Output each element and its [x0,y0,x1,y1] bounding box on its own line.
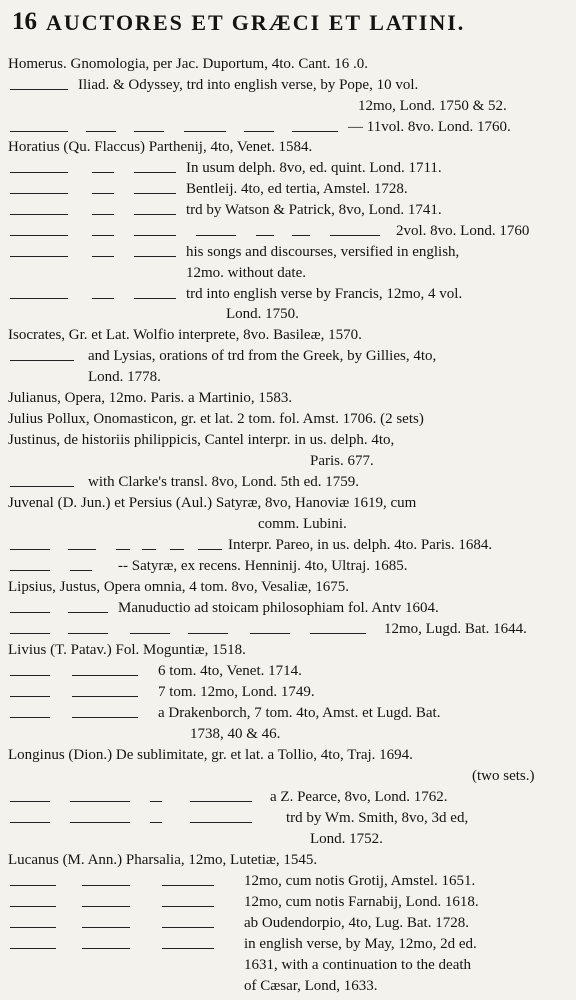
page-header [12,4,568,34]
ditto-rule [162,927,214,928]
entry-line: 2vol. 8vo. Lond. 1760 [396,223,530,239]
ditto-rule [244,131,274,132]
ditto-rule [70,801,130,802]
ditto-rule [134,214,176,215]
ditto-rule [10,131,68,132]
entry-line: Lond. 1752. [310,831,383,847]
ditto-rule [10,906,56,907]
entry-lucanus-line: Lucanus (M. Ann.) Pharsalia, 12mo, Lutetiæ, 1545. [8,852,318,868]
entry-line: Paris. 677. [310,453,374,469]
ditto-rule [310,633,366,634]
ditto-rule [92,256,114,257]
entry-line: 12mo, cum notis Grotij, Amstel. 1651. [244,873,476,889]
ditto-rule [70,570,92,571]
entry-line: his songs and discourses, versified in english, [186,244,460,260]
ditto-rule [72,675,138,676]
entry-line: comm. Lubini. [258,516,347,532]
ditto-rule [196,235,236,236]
ditto-rule [72,717,138,718]
ditto-rule [134,235,176,236]
ditto-rule [162,906,214,907]
entry-line: 12mo, Lugd. Bat. 1644. [384,621,527,637]
entry-line: 12mo, cum notis Farnabij, Lond. 1618. [244,894,479,910]
entry-line: trd by Watson & Patrick, 8vo, Lond. 1741. [186,202,442,218]
entry-line: in english verse, by May, 12mo, 2d ed. [244,936,477,952]
ditto-rule [72,696,138,697]
ditto-rule [10,717,50,718]
ditto-rule [92,172,114,173]
ditto-rule [330,235,380,236]
entry-line: 7 tom. 12mo, Lond. 1749. [158,684,315,700]
ditto-rule [162,948,214,949]
entry-juvenal-line: Juvenal (D. Jun.) et Persius (Aul.) Satyræ, 8vo, Hanoviæ 1619, cum [8,495,417,511]
ditto-rule [150,822,162,823]
entry-line: a Z. Pearce, 8vo, Lond. 1762. [270,789,448,805]
ditto-rule [170,549,184,550]
ditto-rule [130,633,170,634]
ditto-rule [10,549,50,550]
ditto-rule [92,193,114,194]
page-number: 16 [12,8,37,35]
ditto-rule [184,131,226,132]
ditto-rule [10,256,68,257]
entry-homerus-line: Homerus. Gnomologia, per Jac. Duportum, 4to. Cant. 16 .0. [8,56,368,72]
entry-line: trd into english verse by Francis, 12mo, 4 vol. [186,286,463,302]
ditto-rule [10,172,68,173]
ditto-rule [92,298,114,299]
ditto-rule [10,696,50,697]
entry-line: Interpr. Pareo, in us. delph. 4to. Paris. 1684. [228,537,493,553]
entry-line: — 11vol. 8vo. Lond. 1760. [348,119,511,135]
ditto-rule [134,131,164,132]
ditto-rule [162,885,214,886]
ditto-rule [292,131,338,132]
ditto-rule [256,235,274,236]
entry-line: trd by Wm. Smith, 8vo, 3d ed, [286,810,469,826]
ditto-rule [10,927,56,928]
ditto-rule [10,360,74,361]
ditto-rule [82,927,130,928]
entry-line: Bentleij. 4to, ed tertia, Amstel. 1728. [186,181,408,197]
entry-line: 1738, 40 & 46. [190,726,281,742]
entry-line: 12mo, Lond. 1750 & 52. [358,98,507,114]
entry-line: (two sets.) [472,768,535,784]
ditto-rule [10,948,56,949]
ditto-rule [68,549,96,550]
ditto-rule [70,822,130,823]
ditto-rule [68,633,108,634]
ditto-rule [198,549,222,550]
ditto-rule [10,235,68,236]
entry-justinus-line: Justinus, de historiis philippicis, Cantel interpr. in us. delph. 4to, [8,432,395,448]
ditto-rule [92,235,114,236]
entry-line: of Cæsar, Lond, 1633. [244,978,378,994]
entry-isocrates-line: Isocrates, Gr. et Lat. Wolfio interprete, 8vo. Basileæ, 1570. [8,327,362,343]
ditto-rule [10,612,50,613]
ditto-rule [134,172,176,173]
ditto-rule [10,801,50,802]
entry-line: 1631, with a continuation to the death [244,957,472,973]
ditto-rule [10,822,50,823]
ditto-rule [86,131,116,132]
ditto-rule [190,822,252,823]
ditto-rule [134,193,176,194]
ditto-rule [82,906,130,907]
ditto-rule [142,549,156,550]
entry-julius-pollux-line: Julius Pollux, Onomasticon, gr. et lat. 2 tom. fol. Amst. 1706. (2 sets) [8,411,424,427]
ditto-rule [250,633,290,634]
ditto-rule [10,214,68,215]
entry-line: a Drakenborch, 7 tom. 4to, Amst. et Lugd. Bat. [158,705,441,721]
entry-line: and Lysias, orations of trd from the Greek, by Gillies, 4to, [88,348,437,364]
entry-julianus-line: Julianus, Opera, 12mo. Paris. a Martinio, 1583. [8,390,293,406]
entry-line: with Clarke's transl. 8vo, Lond. 5th ed. 1759. [88,474,360,490]
ditto-rule [82,948,130,949]
entry-line: Manuductio ad stoicam philosophiam fol. Antv 1604. [118,600,439,616]
ditto-rule [82,885,130,886]
entry-line: Lond. 1778. [88,369,161,385]
ditto-rule [292,235,310,236]
entry-line: 12mo. without date. [186,265,306,281]
ditto-rule [116,549,130,550]
entry-horatius-line: Horatius (Qu. Flaccus) Parthenij, 4to, Venet. 1584. [8,139,313,155]
entry-longinus-line: Longinus (Dion.) De sublimitate, gr. et lat. a Tollio, 4to, Traj. 1694. [8,747,413,763]
ditto-rule [188,633,228,634]
entry-line: Lond. 1750. [226,306,299,322]
ditto-rule [134,298,176,299]
ditto-rule [10,486,74,487]
ditto-rule [68,612,108,613]
entry-livius-line: Livius (T. Patav.) Fol. Moguntiæ, 1518. [8,642,246,658]
entry-line: 6 tom. 4to, Venet. 1714. [158,663,302,679]
ditto-rule [10,298,68,299]
ditto-rule [190,801,252,802]
ditto-rule [134,256,176,257]
entry-line: -- Satyræ, ex recens. Henninij. 4to, Ultraj. 1685. [118,558,408,574]
ditto-rule [10,885,56,886]
entry-line: ab Oudendorpio, 4to, Lug. Bat. 1728. [244,915,469,931]
entry-lipsius-line: Lipsius, Justus, Opera omnia, 4 tom. 8vo, Vesaliæ, 1675. [8,579,349,595]
ditto-rule [10,193,68,194]
ditto-rule [10,89,68,90]
page-title: AUCTORES ET GRÆCI ET LATINI. [46,10,466,35]
ditto-rule [10,633,50,634]
ditto-rule [92,214,114,215]
entry-line: Iliad. & Odyssey, trd into english verse, by Pope, 10 vol. [78,77,419,93]
ditto-rule [10,675,50,676]
entry-line: In usum delph. 8vo, ed. quint. Lond. 1711. [186,160,442,176]
ditto-rule [10,570,50,571]
ditto-rule [150,801,162,802]
